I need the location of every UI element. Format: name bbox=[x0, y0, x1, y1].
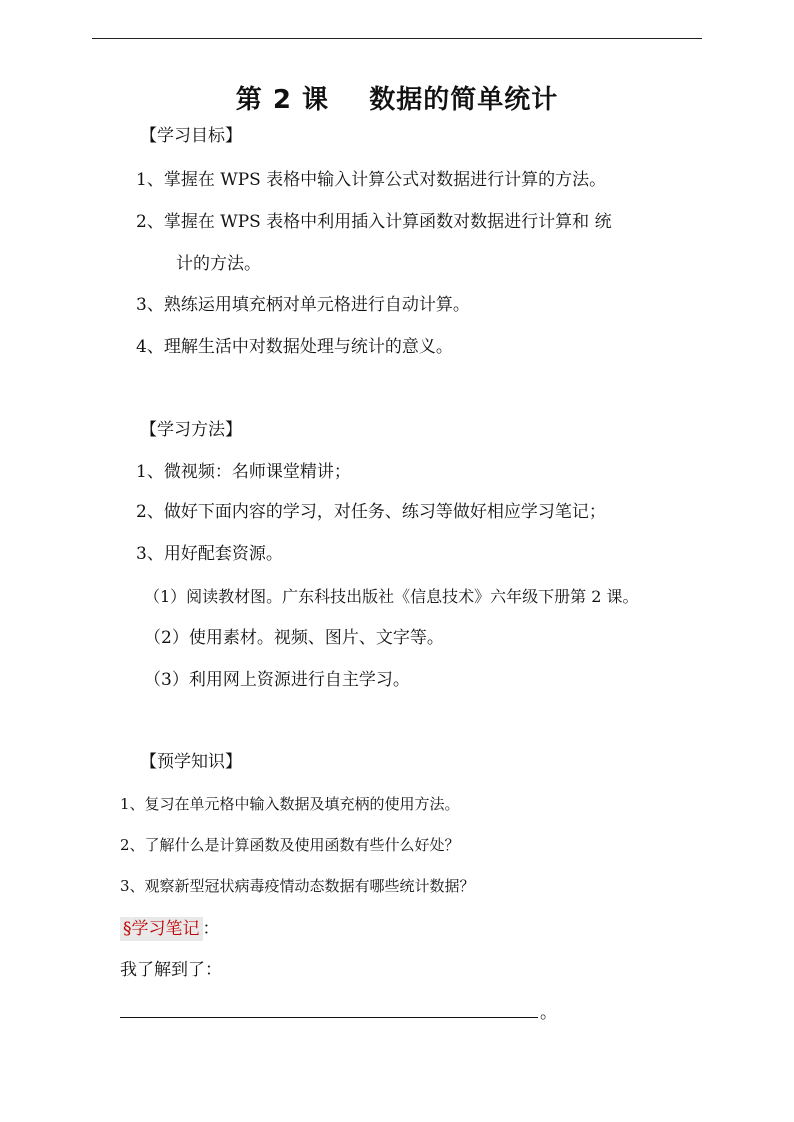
method-item-3: 3、用好配套资源。 bbox=[136, 544, 283, 564]
goal-item-3: 3、熟练运用填充柄对单元格进行自动计算。 bbox=[136, 295, 470, 315]
study-notes-label bbox=[120, 916, 220, 942]
goal-item-1: 1、掌握在 WPS 表格中输入计算公式对数据进行计算的方法。 bbox=[136, 170, 607, 190]
method-sub-3: （3）利用网上资源进行自主学习。 bbox=[144, 670, 410, 690]
preview-item-1: 1、复习在单元格中输入数据及填充柄的使用方法。 bbox=[120, 795, 460, 813]
preview-item-2: 2、了解什么是计算函数及使用函数有些什么好处？ bbox=[120, 836, 460, 854]
method-sub-2: （2）使用素材。视频、图片、文字等。 bbox=[144, 628, 444, 648]
goal-item-2: 2、掌握在 WPS 表格中利用插入计算函数对数据进行计算和 统 bbox=[136, 212, 612, 232]
method-sub-1: （1）阅读教材图。广东科技出版社《信息技术》六年级下册第 2 课。 bbox=[144, 587, 639, 606]
preview-item-3: 3、观察新型冠状病毒疫情动态数据有哪些统计数据？ bbox=[120, 877, 475, 895]
method-item-2: 2、做好下面内容的学习，对任务、练习等做好相应学习笔记； bbox=[136, 502, 606, 522]
goal-item-2-continued: 计的方法。 bbox=[176, 254, 261, 274]
goals-heading: 【学习目标】 bbox=[140, 126, 242, 146]
method-item-1: 1、微视频：名师课堂精讲； bbox=[136, 462, 351, 482]
preview-heading: 【预学知识】 bbox=[140, 752, 242, 772]
goal-item-4: 4、理解生活中对数据处理与统计的意义。 bbox=[136, 337, 453, 357]
notes-prompt: 我了解到了： bbox=[120, 960, 222, 980]
answer-line[interactable] bbox=[120, 1017, 538, 1018]
header-rule bbox=[92, 38, 702, 39]
methods-heading: 【学习方法】 bbox=[140, 420, 242, 440]
study-notes-colon: ： bbox=[202, 919, 220, 939]
answer-end-mark: 。 bbox=[540, 1003, 557, 1023]
page-title: 第 2 课 数据的简单统计 bbox=[235, 85, 559, 115]
study-notes-label-text: §学习笔记 bbox=[120, 917, 203, 941]
